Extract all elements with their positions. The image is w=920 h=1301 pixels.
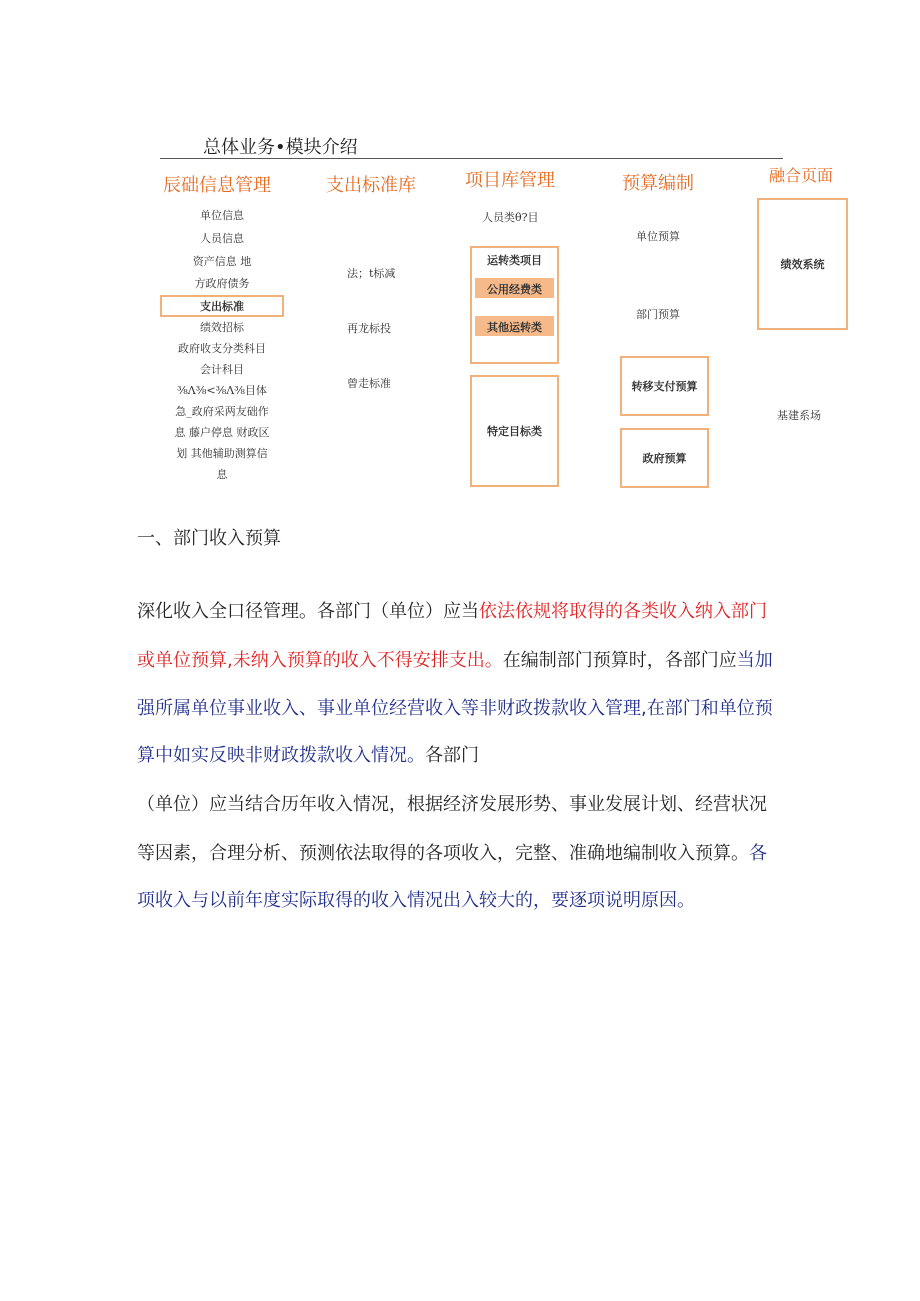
list-item: 急_政府采两友础作 <box>175 405 269 418</box>
paragraph-line-1 <box>137 599 787 624</box>
section-heading: 一、部门收入预算 <box>137 528 281 549</box>
specific-target-box <box>470 375 559 487</box>
list-item: 会计科目 <box>200 363 244 376</box>
column-header-budget-compile: 预算编制 <box>622 173 694 194</box>
column-header-basic-info: 辰础信息管理 <box>163 175 271 196</box>
text-run: 项收入与以前年度实际取得的收入情况出入较大的，要逐项说明原因。 <box>137 890 695 911</box>
paragraph-line-4 <box>137 743 787 768</box>
other-operating-box <box>475 316 554 336</box>
paragraph-line-3 <box>137 696 787 721</box>
budget-item-department: 部门预算 <box>636 308 680 321</box>
expense-standard-item: 法；t标减 <box>347 267 396 280</box>
text-run: 等因素，合理分析、预测依法取得的各项收入，完整、准确地编制收入预算。 <box>137 843 749 864</box>
performance-system-box <box>757 198 848 330</box>
specific-target-label: 特定目标类 <box>487 425 542 438</box>
infrastructure-system-item: 基建系场 <box>777 409 821 422</box>
paragraph-line-5 <box>137 792 787 817</box>
basic-info-list-continued <box>150 319 294 487</box>
text-run: （单位）应当结合历年收入情况，根据经济发展形势、事业发展计划、经营状况 <box>137 794 767 815</box>
text-run: 或单位预算,未纳入预算的收入不得安排支出。 <box>137 650 503 671</box>
list-item: 划 其他辅助测算信 <box>176 447 268 460</box>
column-header-expense-standard: 支出标准库 <box>326 175 416 196</box>
basic-info-list <box>160 206 284 296</box>
list-item: 方政府债务 <box>194 277 250 290</box>
operating-projects-label: 运转类项目 <box>487 254 542 267</box>
expense-standard-highlight-box <box>160 295 284 317</box>
expense-standard-label: 支出标准 <box>200 300 244 313</box>
text-run: 当加 <box>736 650 773 671</box>
list-item: 绩效招标 <box>200 321 244 334</box>
operating-projects-group-box <box>470 246 559 364</box>
expense-standard-item: 再龙标投 <box>347 322 391 335</box>
list-item: 息 <box>216 468 228 481</box>
diagram-title: 总体业务•模块介绍 <box>203 137 358 158</box>
text-run: 强所属单位事业收入、事业单位经营收入等非财政拨款收入管理,在部门和单位预 <box>137 698 773 719</box>
title-divider <box>160 158 783 159</box>
list-item: 人员信息 <box>200 232 244 245</box>
budget-item-unit: 单位预算 <box>636 230 680 243</box>
text-run: 依法依规将取得的各类收入纳入部门 <box>479 601 767 622</box>
list-item: 政府收支分类科目 <box>178 342 266 355</box>
expense-standard-item: 曾走标准 <box>347 377 391 390</box>
project-library-top-item: 人员类θ?目 <box>482 211 539 224</box>
public-funds-box <box>475 278 554 298</box>
other-operating-label: 其他运转类 <box>487 321 542 334</box>
transfer-payment-label: 转移支付预算 <box>631 380 698 393</box>
text-run: 各部门 <box>425 745 479 766</box>
column-header-project-library: 项目库管理 <box>465 170 555 191</box>
text-run: 各 <box>749 843 767 864</box>
column-header-integration: 融合页面 <box>769 166 834 185</box>
transfer-payment-box <box>620 356 709 416</box>
list-item: 资产信息 地 <box>192 255 252 268</box>
text-run: 算中如实反映非财政拨款收入情况。 <box>137 745 425 766</box>
list-item: 息 藤户停息 财政区 <box>174 426 270 439</box>
list-item: 单位信息 <box>200 209 244 222</box>
public-funds-label: 公用经费类 <box>487 283 542 296</box>
government-budget-label: 政府预算 <box>642 452 687 465</box>
text-run: 深化收入全口径管理。各部门（单位）应当 <box>137 601 479 622</box>
list-item: ⅜Λ⅜<⅜Λ⅜目体 <box>177 384 267 397</box>
paragraph-line-6 <box>137 841 787 866</box>
paragraph-line-7 <box>137 888 787 913</box>
government-budget-box <box>620 428 709 488</box>
paragraph-line-2 <box>137 648 787 673</box>
text-run: 在编制部门预算时，各部门应 <box>502 650 737 671</box>
performance-system-label: 绩效系统 <box>780 258 825 271</box>
